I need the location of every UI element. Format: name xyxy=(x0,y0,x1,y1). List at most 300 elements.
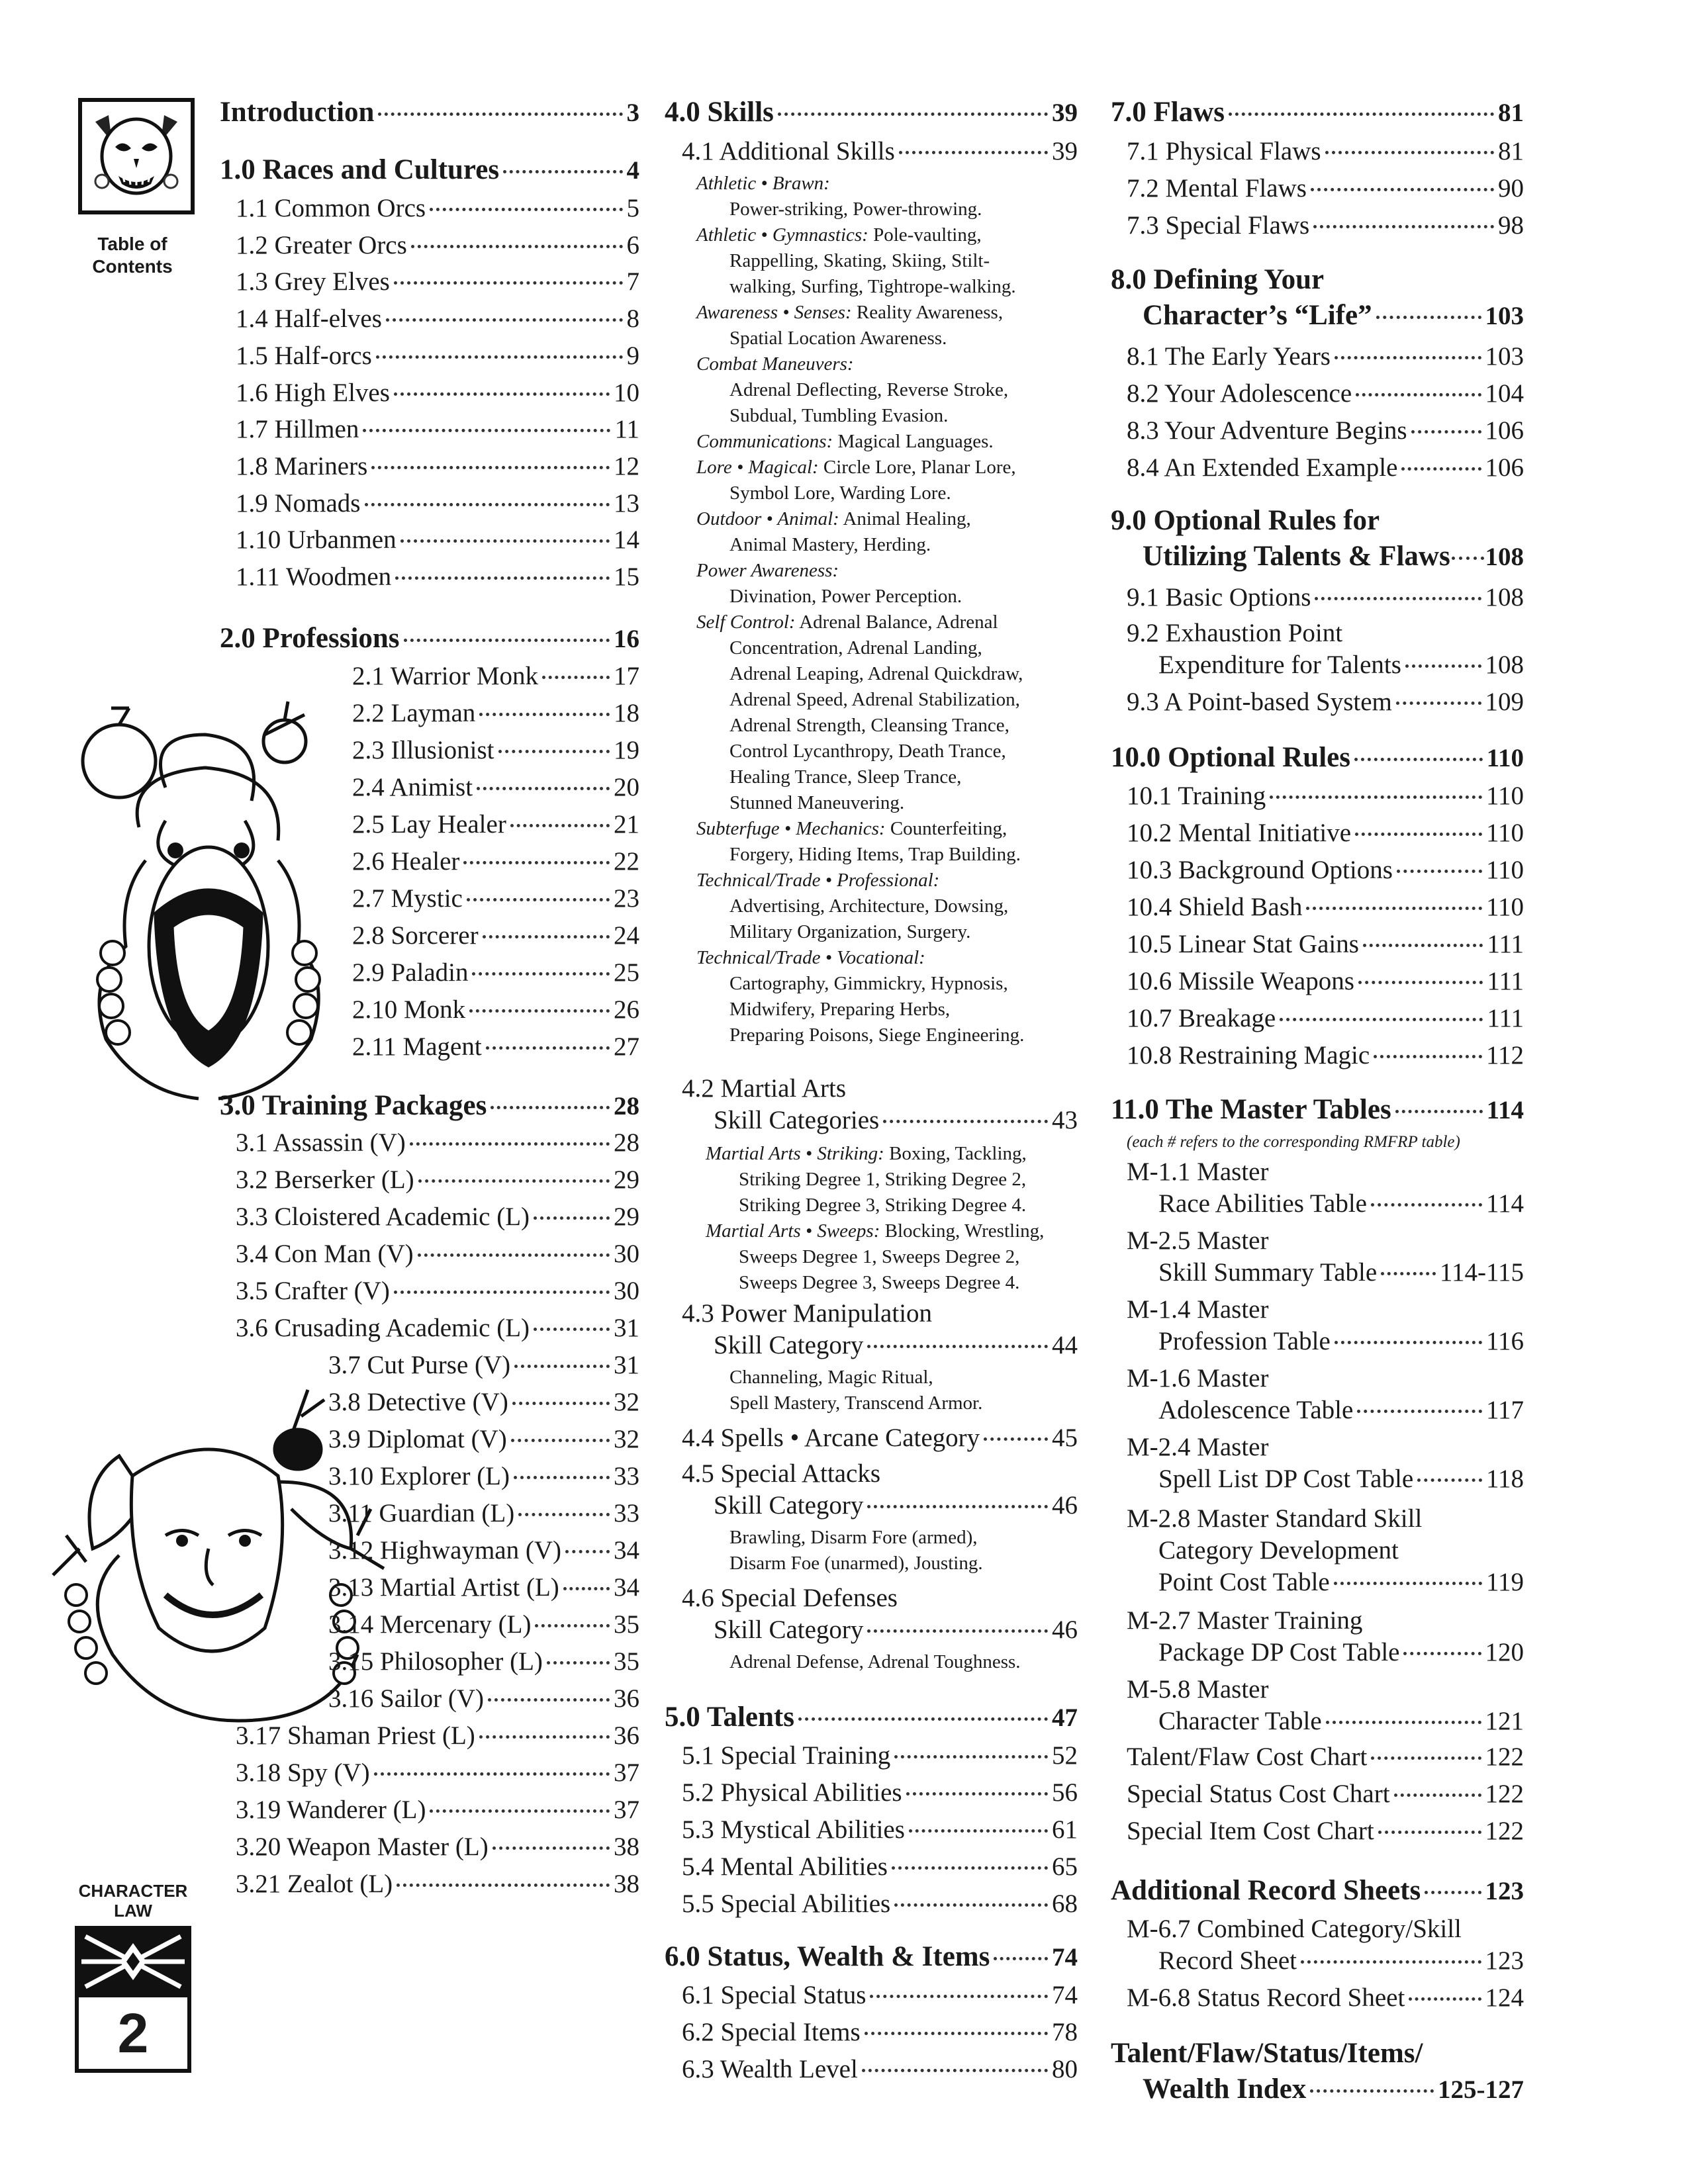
skill-category-head xyxy=(696,429,1080,455)
skill-category-head xyxy=(696,816,1080,842)
toc-item-3-1-label: 3.1 Assassin (V) xyxy=(236,1128,406,1157)
toc-item-1-9-page: 13 xyxy=(614,488,639,518)
dot-leader xyxy=(386,318,623,322)
toc-section-6[interactable]: 6.0 Status, Wealth & Items 74 xyxy=(665,1941,1078,1972)
master-tables-note: (each # refers to the corresponding RMFRP table) xyxy=(1127,1133,1460,1151)
skill-category-name: Communications: xyxy=(696,431,833,452)
toc-item-1-1[interactable] xyxy=(236,193,639,223)
toc-chart-2[interactable] xyxy=(1127,1779,1524,1809)
master-table-label: Adolescence Table xyxy=(1158,1396,1354,1424)
toc-item-3-15-page: 35 xyxy=(614,1647,639,1676)
toc-item-10-3[interactable] xyxy=(1127,855,1524,885)
master-table-page: 118 xyxy=(1485,1465,1524,1493)
skill-category-name: Martial Arts • Sweeps: xyxy=(706,1220,880,1242)
toc-item-5-1-label: 5.1 Special Training xyxy=(682,1741,891,1770)
toc-item-3-19-page: 37 xyxy=(614,1796,639,1824)
toc-item-3-7[interactable] xyxy=(328,1350,639,1380)
toc-item-4-5[interactable]: Skill Category 46 xyxy=(714,1491,1078,1520)
toc-item-3-9-label: 3.9 Diplomat (V) xyxy=(328,1425,507,1453)
dot-leader xyxy=(1403,1652,1481,1655)
toc-item-1-8-page: 12 xyxy=(614,451,639,480)
skill-category-line: Preparing Poisons, Siege Engineering. xyxy=(729,1024,1025,1046)
toc-item-3-20[interactable] xyxy=(236,1832,639,1862)
toc-item-7-2-page: 90 xyxy=(1498,174,1524,203)
toc-item-10-6-page: 111 xyxy=(1487,967,1524,995)
toc-item-10-7-label: 10.7 Breakage xyxy=(1127,1004,1276,1032)
toc-item-4-6[interactable]: Skill Category 46 xyxy=(714,1615,1078,1644)
toc-item-5-3[interactable] xyxy=(682,1815,1078,1844)
toc-item-3-14[interactable] xyxy=(328,1610,639,1639)
toc-index[interactable]: Wealth Index 125-127 xyxy=(1143,2073,1524,2105)
toc-item-2-6[interactable] xyxy=(352,846,639,876)
toc-item-3-15-label: 3.15 Philosopher (L) xyxy=(328,1647,543,1676)
toc-item-10-4-page: 110 xyxy=(1485,893,1524,921)
toc-item-3-18-page: 37 xyxy=(614,1758,639,1787)
toc-item-3-16[interactable] xyxy=(328,1684,639,1713)
skill-category-head xyxy=(696,351,1080,377)
toc-section-1[interactable]: 1.0 Races and Cultures 4 xyxy=(220,154,639,185)
master-table-title: M-2.4 Master xyxy=(1127,1433,1269,1461)
dot-leader xyxy=(394,281,623,285)
toc-item-10-7-page: 111 xyxy=(1487,1004,1524,1032)
skill-category-line: Adrenal Speed, Adrenal Stabilization, xyxy=(729,689,1020,710)
toc-item-3-21[interactable] xyxy=(236,1869,639,1899)
toc-item-10-2-page: 110 xyxy=(1485,819,1524,847)
toc-item-3-18[interactable] xyxy=(236,1758,639,1788)
skill-category-head xyxy=(696,868,1080,893)
skill-category xyxy=(696,945,1080,1048)
toc-item-3-5[interactable] xyxy=(236,1276,639,1306)
dot-leader xyxy=(510,824,610,827)
toc-m-6-7[interactable]: Record Sheet 123 xyxy=(1158,1946,1524,1975)
toc-item-3-8[interactable] xyxy=(328,1387,639,1417)
dot-leader xyxy=(477,787,610,790)
toc-item-5-1[interactable] xyxy=(682,1741,1078,1770)
toc-item-2-3[interactable] xyxy=(352,735,639,765)
dot-leader xyxy=(467,898,610,901)
toc-item-5-4[interactable] xyxy=(682,1852,1078,1882)
skill-category-head xyxy=(696,506,1080,532)
toc-item-2-4-label: 2.4 Animist xyxy=(352,773,473,801)
toc-item-3-9[interactable] xyxy=(328,1424,639,1454)
toc-m-2-8[interactable]: Point Cost Table 119 xyxy=(1158,1568,1524,1596)
skill-category-name: Self Control: xyxy=(696,612,796,633)
toc-item-2-10-page: 26 xyxy=(614,995,639,1024)
toc-item-10-2-label: 10.2 Mental Initiative xyxy=(1127,819,1352,847)
toc-item-3-1-page: 28 xyxy=(614,1128,639,1157)
toc-item-3-13-page: 34 xyxy=(614,1573,639,1602)
dot-leader xyxy=(430,208,622,211)
toc-item-8-3-page: 106 xyxy=(1485,416,1524,445)
toc-item-8-3[interactable] xyxy=(1127,416,1524,445)
dot-leader xyxy=(894,1903,1048,1907)
toc-item-1-8[interactable] xyxy=(236,451,639,481)
dot-leader xyxy=(1371,1756,1481,1760)
toc-m-2-8-line2: Category Development xyxy=(1158,1536,1399,1565)
skill-category-line: Adrenal Leaping, Adrenal Quickdraw, xyxy=(729,663,1023,684)
master-table-page: 114-115 xyxy=(1439,1258,1524,1287)
skill-category xyxy=(696,351,1080,429)
toc-item-6-2-label: 6.2 Special Items xyxy=(682,2018,861,2046)
toc-chart-1[interactable] xyxy=(1127,1742,1524,1772)
skill-category-head xyxy=(696,171,1080,197)
dot-leader xyxy=(1394,1794,1481,1797)
toc-item-3-11-page: 33 xyxy=(614,1499,639,1527)
toc-item-10-6-label: 10.6 Missile Weapons xyxy=(1127,967,1354,995)
master-table-title: M-5.8 Master xyxy=(1127,1675,1269,1704)
skill-category-line: Symbol Lore, Warding Lore. xyxy=(729,482,951,504)
master-table-title: M-1.1 Master xyxy=(1127,1158,1269,1186)
skill-category xyxy=(696,868,1080,945)
toc-item-10-5[interactable] xyxy=(1127,929,1524,959)
dot-leader xyxy=(1313,225,1494,228)
toc-item-3-17-page: 36 xyxy=(614,1721,639,1750)
toc-item-5-2[interactable] xyxy=(682,1778,1078,1807)
dot-leader xyxy=(1374,1055,1482,1058)
toc-item-3-12-page: 34 xyxy=(614,1536,639,1565)
master-table-title: M-1.6 Master xyxy=(1127,1364,1269,1392)
toc-section-11[interactable]: 11.0 The Master Tables 114 xyxy=(1111,1094,1524,1125)
skill-category-line: Divination, Power Perception. xyxy=(729,586,962,607)
toc-item-1-11[interactable] xyxy=(236,562,639,592)
toc-item-2-5[interactable] xyxy=(352,809,639,839)
toc-item-8-4-page: 106 xyxy=(1485,453,1524,482)
dot-leader xyxy=(479,1735,610,1739)
toc-item-2-2-label: 2.2 Layman xyxy=(352,699,476,727)
toc-item-1-5-label: 1.5 Half-orcs xyxy=(236,341,372,370)
toc-item-2-8-label: 2.8 Sorcerer xyxy=(352,921,479,950)
toc-item-9-2[interactable]: Expenditure for Talents 108 xyxy=(1158,651,1524,679)
toc-item-5-3-label: 5.3 Mystical Abilities xyxy=(682,1815,905,1844)
toc-item-10-8-page: 112 xyxy=(1485,1041,1524,1069)
skill-category-skills: Reality Awareness, xyxy=(851,302,1004,323)
toc-item-2-2-page: 18 xyxy=(614,699,639,727)
skill-category-name: Athletic • Brawn: xyxy=(696,173,830,194)
toc-item-2-7[interactable] xyxy=(352,884,639,913)
toc-item-3-10[interactable] xyxy=(328,1461,639,1491)
toc-item-3-3-page: 29 xyxy=(614,1203,639,1231)
toc-section-8[interactable]: Character’s “Life” 103 xyxy=(1143,300,1524,331)
skill-category-head xyxy=(706,1141,1090,1167)
toc-item-10-7[interactable] xyxy=(1127,1003,1524,1033)
toc-item-1-11-label: 1.11 Woodmen xyxy=(236,563,392,591)
toc-item-1-10[interactable] xyxy=(236,525,639,555)
toc-item-4-2[interactable]: Skill Categories 43 xyxy=(714,1106,1078,1134)
dot-leader xyxy=(1411,430,1481,433)
toc-label: Table of Contents xyxy=(92,234,173,277)
skill-category-skills: Circle Lore, Planar Lore, xyxy=(818,457,1016,478)
toc-item-1-3[interactable] xyxy=(236,267,639,296)
skill-category-line: Military Organization, Surgery. xyxy=(729,921,971,942)
toc-item-2-8-page: 24 xyxy=(614,921,639,950)
dot-leader xyxy=(511,1439,610,1442)
toc-item-1-6-label: 1.6 High Elves xyxy=(236,378,390,407)
toc-item-2-2[interactable] xyxy=(352,698,639,728)
toc-section-9[interactable]: Utilizing Talents & Flaws 108 xyxy=(1143,541,1524,572)
toc-item-3-2[interactable] xyxy=(236,1165,639,1195)
dot-leader xyxy=(563,1587,610,1590)
toc-item-2-8[interactable] xyxy=(352,921,639,950)
toc-item-2-10-label: 2.10 Monk xyxy=(352,995,466,1024)
toc-item-10-3-page: 110 xyxy=(1485,856,1524,884)
dot-leader xyxy=(410,1142,610,1146)
dot-leader xyxy=(1311,188,1494,191)
skill-category xyxy=(696,222,1080,300)
toc-item-2-4[interactable] xyxy=(352,772,639,802)
toc-item-3-6-page: 31 xyxy=(614,1314,639,1342)
master-table-entry[interactable] xyxy=(1158,1637,1524,1667)
toc-item-1-4[interactable] xyxy=(236,304,639,334)
toc-item-3-1[interactable] xyxy=(236,1128,639,1158)
toc-item-1-2-page: 6 xyxy=(626,230,639,259)
toc-item-2-5-label: 2.5 Lay Healer xyxy=(352,810,506,839)
skill-categories-4-1 xyxy=(696,171,1080,1048)
toc-item-6-3-label: 6.3 Wealth Level xyxy=(682,2055,858,2083)
dot-leader xyxy=(397,1884,610,1887)
toc-item-10-4[interactable] xyxy=(1127,892,1524,922)
skill-category xyxy=(696,300,1080,351)
toc-chart-1-label: Talent/Flaw Cost Chart xyxy=(1127,1743,1368,1771)
toc-item-3-14-label: 3.14 Mercenary (L) xyxy=(328,1610,532,1639)
toc-item-3-11-label: 3.11 Guardian (L) xyxy=(328,1499,515,1527)
toc-item-8-3-label: 8.3 Your Adventure Begins xyxy=(1127,416,1407,445)
skill-categories-4-2 xyxy=(706,1141,1090,1296)
toc-item-2-10[interactable] xyxy=(352,995,639,1024)
skill-category-line: Subdual, Tumbling Evasion. xyxy=(729,405,949,426)
dot-leader xyxy=(1357,1410,1482,1413)
toc-item-5-5[interactable] xyxy=(682,1889,1078,1919)
toc-item-3-13[interactable] xyxy=(328,1572,639,1602)
toc-item-10-8[interactable] xyxy=(1127,1040,1524,1070)
toc-item-3-19-label: 3.19 Wanderer (L) xyxy=(236,1796,426,1824)
dot-leader xyxy=(512,1402,610,1405)
dot-leader xyxy=(1401,467,1481,471)
toc-item-4-3[interactable]: Skill Category 44 xyxy=(714,1331,1078,1359)
toc-item-2-7-label: 2.7 Mystic xyxy=(352,884,463,913)
toc-item-1-2[interactable] xyxy=(236,230,639,260)
toc-item-3-4[interactable] xyxy=(236,1239,639,1269)
toc-item-8-1-page: 103 xyxy=(1485,342,1524,371)
toc-item-7-3[interactable] xyxy=(1127,210,1524,240)
toc-item-1-1-label: 1.1 Common Orcs xyxy=(236,194,426,222)
dot-leader xyxy=(534,1328,610,1331)
toc-item-6-2[interactable] xyxy=(682,2017,1078,2047)
toc-item-9-1[interactable]: 9.1 Basic Options 108 xyxy=(1127,583,1524,612)
dot-leader xyxy=(514,1476,610,1479)
toc-item-2-1[interactable] xyxy=(352,661,639,691)
toc-item-4-1[interactable]: 4.1 Additional Skills 39 xyxy=(682,137,1078,165)
toc-section-4[interactable]: 4.0 Skills 39 xyxy=(665,97,1078,128)
toc-item-2-9[interactable] xyxy=(352,958,639,987)
toc-item-1-6[interactable] xyxy=(236,378,639,408)
skill-category-line: Power-striking, Power-throwing. xyxy=(729,199,982,220)
toc-item-3-11[interactable] xyxy=(328,1498,639,1528)
toc-item-9-3[interactable]: 9.3 A Point-based System 109 xyxy=(1127,688,1524,716)
toc-item-6-3[interactable] xyxy=(682,2054,1078,2084)
toc-item-1-1-page: 5 xyxy=(626,194,639,222)
master-table-entry[interactable] xyxy=(1158,1189,1524,1218)
dot-leader xyxy=(1335,356,1481,359)
dot-leader xyxy=(1363,944,1483,947)
skill-category-line: Midwifery, Preparing Herbs, xyxy=(729,999,951,1020)
toc-item-1-6-page: 10 xyxy=(614,378,639,407)
skill-category-name: Subterfuge • Mechanics: xyxy=(696,818,886,839)
toc-item-3-6[interactable] xyxy=(236,1313,639,1343)
dot-leader xyxy=(1381,1272,1436,1275)
toc-item-1-7[interactable] xyxy=(236,414,639,444)
toc-item-3-2-page: 29 xyxy=(614,1165,639,1194)
toc-item-3-10-label: 3.10 Explorer (L) xyxy=(328,1462,510,1490)
master-table-entry[interactable] xyxy=(1158,1464,1524,1494)
master-table-label: Package DP Cost Table xyxy=(1158,1638,1400,1666)
skill-category-name: Awareness • Senses: xyxy=(696,302,852,323)
toc-item-3-15[interactable] xyxy=(328,1647,639,1676)
toc-item-4-3-title: 4.3 Power Manipulation xyxy=(682,1299,933,1328)
toc-item-2-1-label: 2.1 Warrior Monk xyxy=(352,662,539,690)
toc-item-3-20-label: 3.20 Weapon Master (L) xyxy=(236,1833,489,1861)
toc-item-1-11-page: 15 xyxy=(614,563,639,591)
toc-item-4-6-desc: Adrenal Defense, Adrenal Toughness. xyxy=(729,1651,1021,1672)
toc-section-2[interactable]: 2.0 Professions 16 xyxy=(220,623,639,654)
toc-section-10[interactable]: 10.0 Optional Rules 110 xyxy=(1111,742,1524,773)
toc-item-2-11[interactable] xyxy=(352,1032,639,1062)
skill-category-line: Adrenal Deflecting, Reverse Stroke, xyxy=(729,379,1009,400)
dot-leader xyxy=(411,245,623,248)
toc-item-7-2[interactable] xyxy=(1127,173,1524,203)
skill-category-line: Adrenal Strength, Cleansing Trance, xyxy=(729,715,1009,736)
toc-item-5-2-label: 5.2 Physical Abilities xyxy=(682,1778,902,1807)
toc-item-4-6-title: 4.6 Special Defenses xyxy=(682,1584,898,1612)
toc-item-10-1[interactable] xyxy=(1127,781,1524,811)
skill-category-line: Sweeps Degree 1, Sweeps Degree 2, xyxy=(739,1246,1020,1267)
toc-item-3-18-label: 3.18 Spy (V) xyxy=(236,1758,370,1787)
skill-category-skills: Counterfeiting, xyxy=(885,818,1008,839)
toc-item-3-5-page: 30 xyxy=(614,1277,639,1305)
skill-category-line: Cartography, Gimmickry, Hypnosis, xyxy=(729,973,1008,994)
toc-item-2-7-page: 23 xyxy=(614,884,639,913)
skill-category xyxy=(696,429,1080,455)
dot-leader xyxy=(488,1698,610,1702)
toc-item-7-1[interactable] xyxy=(1127,136,1524,166)
toc-item-10-4-label: 10.4 Shield Bash xyxy=(1127,893,1303,921)
toc-item-10-6[interactable] xyxy=(1127,966,1524,996)
toc-item-5-4-page: 65 xyxy=(1052,1852,1078,1881)
master-table-label: Profession Table xyxy=(1158,1327,1331,1355)
skill-category-name: Martial Arts • Striking: xyxy=(706,1143,884,1164)
toc-item-3-10-page: 33 xyxy=(614,1462,639,1490)
toc-chart-3[interactable] xyxy=(1127,1816,1524,1846)
toc-item-6-3-page: 80 xyxy=(1052,2055,1078,2083)
skill-category-line: Healing Trance, Sleep Trance, xyxy=(729,766,962,788)
dot-leader xyxy=(371,466,610,469)
skill-category-head xyxy=(696,558,1080,584)
dot-leader xyxy=(430,1809,610,1813)
book-label: CHARACTER LAW xyxy=(78,1881,188,1921)
toc-m-6-8[interactable]: M-6.8 Status Record Sheet 124 xyxy=(1127,1983,1524,2012)
toc-item-1-9[interactable] xyxy=(236,488,639,518)
toc-item-4-4[interactable]: 4.4 Spells • Arcane Category 45 xyxy=(682,1424,1078,1452)
page-number: 2 xyxy=(79,1993,187,2069)
skill-category-skills: Adrenal Balance, Adrenal xyxy=(795,612,998,633)
dot-leader xyxy=(1280,1018,1483,1021)
toc-item-3-9-page: 32 xyxy=(614,1425,639,1453)
toc-item-3-4-page: 30 xyxy=(614,1240,639,1268)
dot-leader xyxy=(492,1846,610,1850)
toc-item-7-1-page: 81 xyxy=(1498,137,1524,165)
toc-item-10-2[interactable] xyxy=(1127,818,1524,848)
skill-category-head xyxy=(696,222,1080,248)
toc-item-3-3[interactable] xyxy=(236,1202,639,1232)
toc-additional-sheets[interactable]: Additional Record Sheets 123 xyxy=(1111,1875,1524,1906)
toc-item-1-10-label: 1.10 Urbanmen xyxy=(236,525,397,555)
toc-item-7-3-label: 7.3 Special Flaws xyxy=(1127,211,1310,240)
master-table-entry[interactable] xyxy=(1158,1257,1524,1287)
master-table-title: M-1.4 Master xyxy=(1127,1295,1269,1324)
toc-item-8-1[interactable] xyxy=(1127,341,1524,371)
toc-item-2-11-page: 27 xyxy=(614,1032,639,1061)
skill-category-skills: Magical Languages. xyxy=(833,431,994,452)
skill-category-line: Concentration, Adrenal Landing, xyxy=(729,637,982,659)
skill-category xyxy=(696,455,1080,506)
skill-category-name: Lore • Magical: xyxy=(696,457,819,478)
toc-item-10-1-label: 10.1 Training xyxy=(1127,782,1266,810)
master-table-entry[interactable] xyxy=(1158,1706,1524,1736)
toc-item-1-5-page: 9 xyxy=(626,341,639,370)
toc-item-3-21-label: 3.21 Zealot (L) xyxy=(236,1870,393,1898)
toc-item-5-5-page: 68 xyxy=(1052,1889,1078,1918)
toc-item-6-1[interactable] xyxy=(682,1980,1078,2010)
toc-section-3[interactable]: 3.0 Training Packages 28 xyxy=(220,1090,639,1121)
dot-leader xyxy=(906,1792,1048,1796)
dot-leader xyxy=(400,539,610,543)
toc-item-3-12[interactable] xyxy=(328,1535,639,1565)
master-table-page: 121 xyxy=(1485,1707,1524,1735)
toc-item-2-6-label: 2.6 Healer xyxy=(352,847,460,876)
toc-item-8-2-label: 8.2 Your Adolescence xyxy=(1127,379,1352,408)
toc-intro[interactable]: Introduction 3 xyxy=(220,97,639,128)
toc-section-7[interactable]: 7.0 Flaws 81 xyxy=(1111,97,1524,128)
toc-item-8-2[interactable] xyxy=(1127,379,1524,408)
toc-item-1-5[interactable] xyxy=(236,341,639,371)
master-table-entry[interactable] xyxy=(1158,1326,1524,1356)
toc-section-5[interactable]: 5.0 Talents 47 xyxy=(665,1702,1078,1733)
dot-leader xyxy=(395,576,610,580)
dot-leader xyxy=(870,1995,1048,1998)
toc-item-10-1-page: 110 xyxy=(1485,782,1524,810)
dot-leader xyxy=(479,713,610,716)
toc-item-2-5-page: 21 xyxy=(614,810,639,839)
skill-category-name: Technical/Trade • Vocational: xyxy=(696,947,925,968)
toc-item-7-2-label: 7.2 Mental Flaws xyxy=(1127,174,1307,203)
dot-leader xyxy=(363,429,610,432)
master-table-page: 116 xyxy=(1485,1327,1524,1355)
toc-item-3-17[interactable] xyxy=(236,1721,639,1751)
toc-item-2-6-page: 22 xyxy=(614,847,639,876)
toc-chart-2-page: 122 xyxy=(1485,1780,1524,1808)
toc-item-2-3-page: 19 xyxy=(614,736,639,764)
toc-item-3-19[interactable] xyxy=(236,1795,639,1825)
toc-item-2-1-page: 17 xyxy=(614,662,639,690)
toc-item-3-20-page: 38 xyxy=(614,1833,639,1861)
master-table-entry[interactable] xyxy=(1158,1395,1524,1425)
skill-category xyxy=(696,558,1080,610)
dot-leader xyxy=(565,1550,610,1553)
toc-item-8-4[interactable] xyxy=(1127,453,1524,482)
skill-category xyxy=(706,1141,1090,1218)
toc-item-6-2-page: 78 xyxy=(1052,2018,1078,2046)
skill-category-head xyxy=(696,300,1080,326)
toc-item-3-2-label: 3.2 Berserker (L) xyxy=(236,1165,414,1194)
